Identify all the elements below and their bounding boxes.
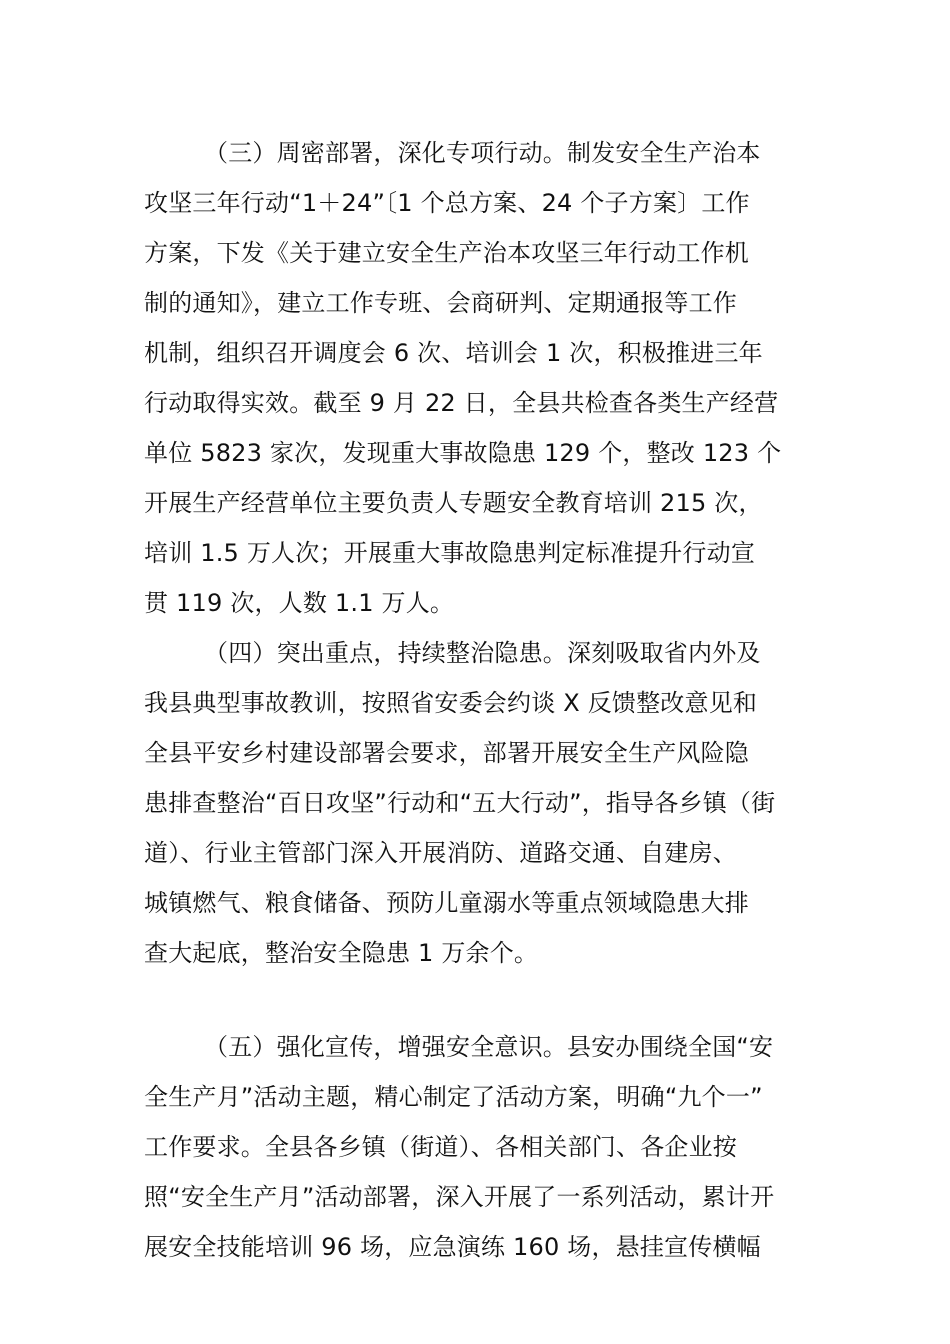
text-line: 开展生产经营单位主要负责人专题安全教育培训 215 次， — [144, 489, 763, 517]
text-line: 培训 1.5 万人次；开展重大事故隐患判定标准提升行动宣 — [144, 539, 756, 567]
text-line: 行动取得实效。截至 9 月 22 日，全县共检查各类生产经营 — [144, 389, 779, 417]
text-line: 我县典型事故教训，按照省安委会约谈 X 反馈整改意见和 — [144, 689, 758, 717]
text-line: 攻坚三年行动“1＋24”〔1 个总方案、24 个子方案〕工作 — [144, 189, 750, 217]
text-line: 展安全技能培训 96 场，应急演练 160 场，悬挂宣传横幅 — [144, 1233, 761, 1261]
text-line: 城镇燃气、粮食储备、预防儿童溺水等重点领域隐患大排 — [144, 889, 749, 917]
paragraph-3-heading-line: （三）周密部署，深化专项行动。制发安全生产治本 — [204, 139, 761, 167]
text-line: 机制，组织召开调度会 6 次、培训会 1 次，积极推进三年 — [144, 339, 763, 367]
text-line: 查大起底，整治安全隐患 1 万余个。 — [144, 939, 539, 967]
text-line: 全县平安乡村建设部署会要求，部署开展安全生产风险隐 — [144, 739, 749, 767]
text-line: 患排查整治“百日攻坚”行动和“五大行动”，指导各乡镇（街 — [144, 789, 776, 817]
paragraph-5-heading-line: （五）强化宣传，增强安全意识。县安办围绕全国“安 — [204, 1033, 774, 1061]
text-line: 贯 119 次，人数 1.1 万人。 — [144, 589, 455, 617]
text-line: 单位 5823 家次，发现重大事故隐患 129 个，整改 123 个 — [144, 439, 782, 467]
text-line: 制的通知》，建立工作专班、会商研判、定期通报等工作 — [144, 289, 737, 317]
text-line: 方案，下发《关于建立安全生产治本攻坚三年行动工作机 — [144, 239, 749, 267]
text-line: 工作要求。全县各乡镇（街道）、各相关部门、各企业按 — [144, 1133, 737, 1161]
paragraph-4-heading-line: （四）突出重点，持续整治隐患。深刻吸取省内外及 — [204, 639, 761, 667]
text-line: 照“安全生产月”活动部署，深入开展了一系列活动，累计开 — [144, 1183, 775, 1211]
text-line: 道）、行业主管部门深入开展消防、道路交通、自建房、 — [144, 839, 737, 867]
text-line: 全生产月”活动主题，精心制定了活动方案，明确“九个一” — [144, 1083, 763, 1111]
